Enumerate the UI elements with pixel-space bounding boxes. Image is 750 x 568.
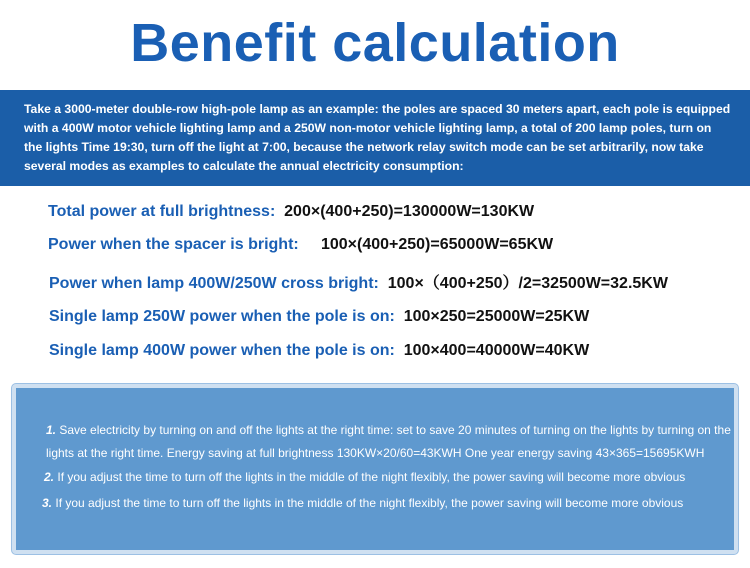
- note-text: lights at the right time. Energy saving at full brightness 130KW×20/60=43KWH One year energy saving 43×365=15695KWH: [46, 446, 705, 460]
- note-item-3: [42, 493, 683, 513]
- calc-row-cross-bright: [0, 270, 750, 293]
- note-text: If you adjust the time to turn off the lights in the middle of the night flexibly, the power saving will become more obvious: [55, 496, 684, 510]
- page-title: Benefit calculation: [130, 13, 620, 73]
- note-item-1: [46, 420, 731, 440]
- calc-label: Single lamp 250W power when the pole is on:: [49, 308, 395, 325]
- notes-panel: [12, 384, 738, 554]
- calc-label: Power when lamp 400W/250W cross bright:: [49, 275, 379, 292]
- note-text: Save electricity by turning on and off the lights at the right time: set to save 20 minutes of turning on the lights by turning on the: [59, 423, 731, 437]
- note-number: 1.: [46, 423, 57, 437]
- calc-value: 100×（400+250）/2=32500W=32.5KW: [387, 275, 668, 292]
- note-number: 3.: [42, 496, 53, 510]
- calc-value: 100×(400+250)=65000W=65KW: [320, 236, 554, 253]
- intro-text: Take a 3000-meter double-row high-pole lamp as an example: the poles are spaced 30 meters apart, each pole is equipped with a 400W motor vehicle lighting lamp and a 250W non-motor vehicle lighting lamp, a total of 200 lamp poles, turn on the lights Time 19:30, turn off the light at 7:00, because the network relay switch mode can be set arbitrarily, now take several modes as examples to calculate the annual electricity consumption:: [24, 102, 731, 173]
- calc-label: Power when the spacer is bright:: [48, 236, 299, 253]
- calc-row-full-brightness: [0, 203, 750, 221]
- note-number: 2.: [44, 470, 55, 484]
- note-item-1-continued: [46, 443, 704, 463]
- calc-row-single-400: [0, 342, 750, 360]
- calc-label: Total power at full brightness:: [48, 203, 276, 220]
- calc-value: 200×(400+250)=130000W=130KW: [284, 203, 535, 220]
- calc-value: 100×250=25000W=25KW: [403, 308, 590, 325]
- intro-banner: [0, 90, 750, 186]
- calc-value: 100×400=40000W=40KW: [403, 342, 590, 359]
- calc-row-single-250: [0, 308, 750, 326]
- calc-row-spacer-bright: [0, 236, 750, 254]
- note-item-2: [44, 467, 685, 487]
- note-text: If you adjust the time to turn off the lights in the middle of the night flexibly, the power saving will become more obvious: [57, 470, 686, 484]
- calc-label: Single lamp 400W power when the pole is on:: [49, 342, 395, 359]
